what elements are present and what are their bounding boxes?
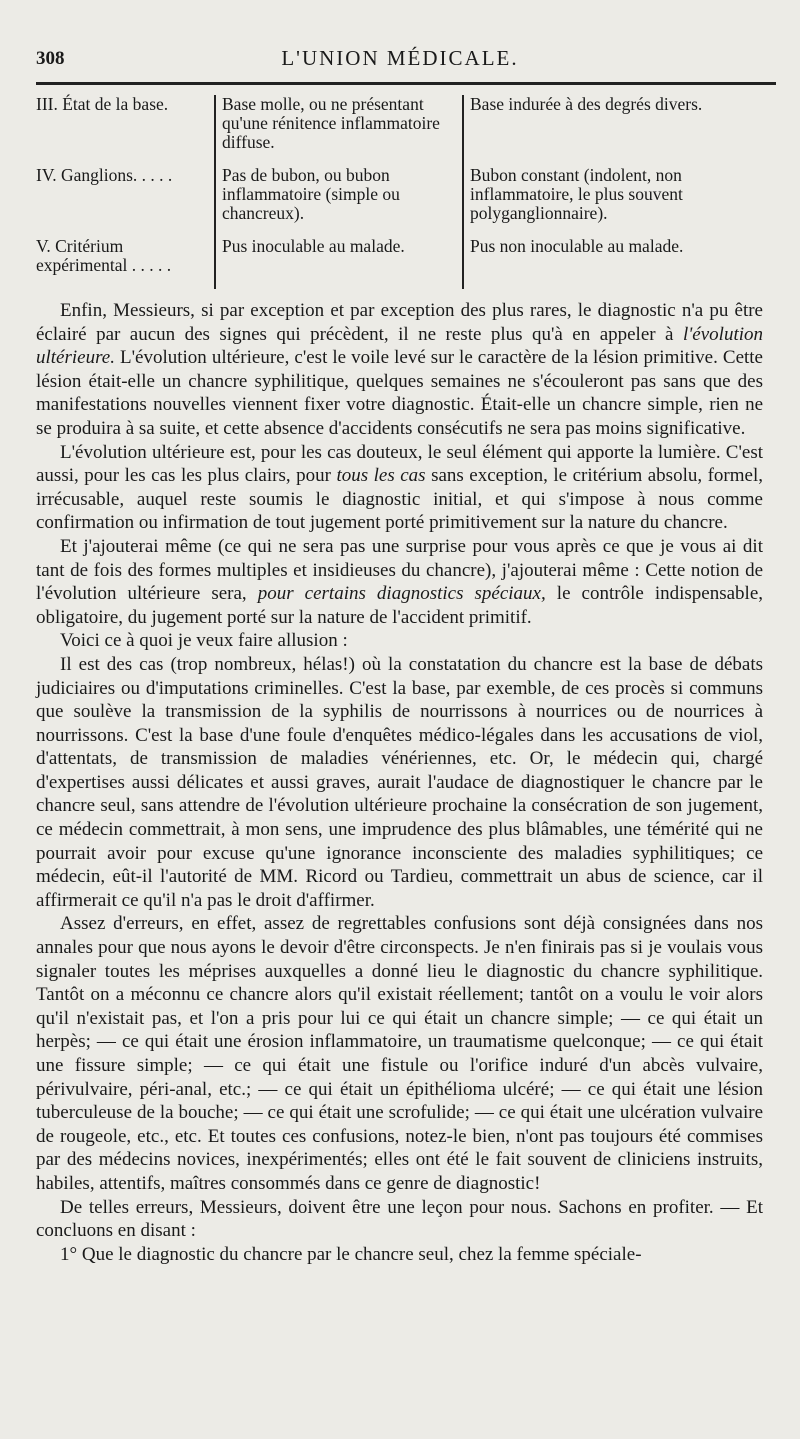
emphasis-text: l'évolution ultérieure. xyxy=(36,323,763,369)
paragraph-text: le contrôle indispensable, obligatoire, du jugement porté sur la nature de l'accident primitif. xyxy=(36,583,764,628)
running-title: L'UNION MÉDICALE. xyxy=(281,46,519,70)
row-label: V. Critérium expérimental . . . . . xyxy=(36,236,172,275)
emphasis-text: tous les cas xyxy=(336,465,426,487)
table-row xyxy=(36,237,764,289)
table-row xyxy=(36,95,764,166)
paragraph: De telles erreurs, Messieurs, doivent être une leçon pour nous. Sachons en profiter. — Et concluons en disant : xyxy=(36,1196,763,1242)
row-label: IV. Ganglions. . . . . xyxy=(36,165,173,185)
chancre-infectant-cell: Base indurée à des degrés divers. xyxy=(463,95,764,166)
paragraph: Voici ce à quoi je veux faire allusion : xyxy=(60,630,348,652)
paragraph: 1° Que le diagnostic du chancre par le chancre seul, chez la femme spéciale- xyxy=(60,1243,642,1265)
header-rule xyxy=(36,82,776,85)
paragraph-text: sans exception, le critérium absolu, formel, irrécusable, auquel reste soumis le diagnostic initial, et qui s'impose à nous comme confirmation ou infirmation de tout jugement porté primitivement sur la nature du chancre. xyxy=(36,465,763,534)
row-label: III. État de la base. xyxy=(36,94,169,114)
paragraph xyxy=(36,299,763,441)
table-row xyxy=(36,166,764,237)
page-header xyxy=(36,38,764,72)
chancre-simple-cell: Pus inoculable au malade. xyxy=(215,237,463,289)
paragraph-text: L'évolution ultérieure, c'est le voile levé sur le caractère de la lésion primitive. Cette lésion était-elle un chancre syphilitique, quelques semaines ne s'écouleront pas sans que des manifestations nouvelles viennent fixer votre diagnostic. Était-elle un chancre simple, rien ne se produira à sa suite, et cette absence d'accidents consécutifs ne sera pas moins significative. xyxy=(36,347,763,439)
chancre-simple-cell: Base molle, ou ne présentant qu'une rénitence inflammatoire diffuse. xyxy=(215,95,463,166)
body-text xyxy=(36,299,763,1266)
chancre-infectant-cell: Pus non inoculable au malade. xyxy=(463,237,764,289)
paragraph: Assez d'erreurs, en effet, assez de regrettables confusions sont déjà consignées dans nos annales pour que nous ayons le devoir d'être circonspects. Je n'en finirais pas si je voulais vous signaler toutes les méprises auxquelles a donné lieu le diagnostic du chancre syphilitique. Tantôt on a méconnu ce chancre alors qu'il existait réellement; tantôt on a voulu le voir alors qu'il n'existait pas, et l'on a pris pour lui ce qui était un chancre simple; — ce qui était un herpès; — ce qui était une érosion inflammatoire, un traumatisme quelconque; — ce qui était une fissure simple; — ce qui était une fistule ou l'orifice induré d'un abcès vulvaire, périvulvaire, péri-anal, etc.; — ce qui était un épithélioma ulcéré; — ce qui était une lésion tuberculeuse de la bouche; — ce qui était une scrofulide; — ce qui était une ulcération vulvaire de rougeole, etc., etc. Et toutes ces confusions, notez-le bien, n'ont pas toujours été commises par des médecins novices, inexpérimentés; elles ont été le fait souvent de cliniciens instruits, habiles, attentifs, maîtres consommés dans ce genre de diagnostic! xyxy=(36,913,763,1194)
paragraph-text: Et j'ajouterai même (ce qui ne sera pas une surprise pour vous après ce que je vous ai dit tant de fois des formes multiples et insidieuses du chancre), j'ajouterai même : Cette notion de l'évolution ultérieure sera, xyxy=(36,535,763,605)
emphasis-text: pour certains diagnostics spéciaux, xyxy=(257,583,546,605)
paragraph: Il est des cas (trop nombreux, hélas!) où la constatation du chancre est la base de débats judiciaires ou d'imputations criminelles. C'est la base, par exemble, de ces procès si communs que soulève la transmission de la syphilis de nourrissons à nourrices ou de nourrices à nourrissons. C'est la base d'une foule d'enquêtes médico-légales dans les accusations de viol, d'attentats, de transmission de maladies vénériennes, etc. Or, le médecin qui, chargé d'expertises aussi délicates et aussi graves, aurait l'audace de diagnostiquer le chancre par le chancre seul, sans attendre de l'évolution ultérieure prochaine la consécration de son jugement, ce médecin commettrait, à mon sens, une imprudence des plus blâmables, une témérité qui ne pourrait avoir pour excuse qu'une ignorance inconsciente des maladies syphilitiques; ce médecin, eût-il l'autorité de MM. Ricord ou Tardieu, commettrait un abus de science, car il affirmerait ce qu'il n'a pas le droit d'affirmer. xyxy=(36,653,763,911)
paragraph-text: Enfin, Messieurs, si par exception et par exception des plus rares, le diagnostic n'a pu être éclairé par aucun des signes qui précèdent, il ne reste plus qu'à en appeler à xyxy=(36,300,763,345)
chancre-simple-cell: Pas de bubon, ou bubon inflammatoire (simple ou chancreux). xyxy=(215,166,463,237)
paragraph xyxy=(36,441,763,535)
paragraph-text: L'évolution ultérieure est, pour les cas douteux, le seul élément qui apporte la lumière. C'est aussi, pour les cas les plus clairs, pour xyxy=(36,441,763,487)
page-number: 308 xyxy=(36,48,65,69)
paragraph xyxy=(36,535,763,629)
diagnostic-criteria-table xyxy=(36,95,764,289)
chancre-infectant-cell: Bubon constant (indolent, non inflammatoire, le plus souvent polyganglionnaire). xyxy=(463,166,764,237)
